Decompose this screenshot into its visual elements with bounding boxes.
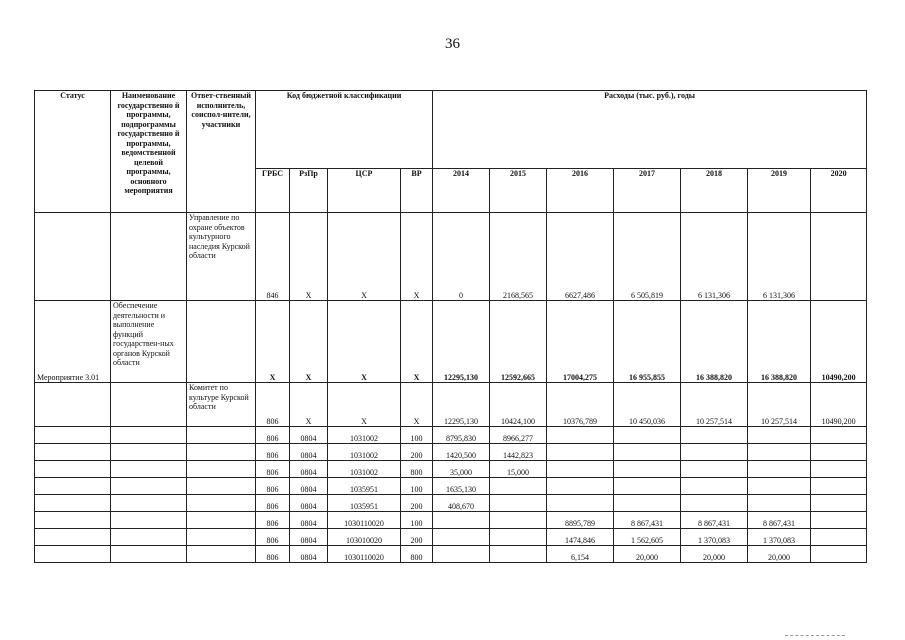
expense-cell-2018 (681, 478, 748, 495)
expense-cell-2018: 8 867,431 (681, 512, 748, 529)
expense-cell-2020 (811, 461, 867, 478)
expense-cell-2017: 1 562,605 (614, 529, 681, 546)
csr-cell: 1031002 (328, 427, 401, 444)
header-executor: Ответ-ственный исполнитель, соиспол-нители, участники (187, 91, 256, 213)
table-row (35, 461, 867, 478)
header-year-2015: 2015 (490, 169, 547, 213)
executor-cell (187, 478, 256, 495)
expense-cell-2014 (433, 546, 490, 563)
program-name-cell (111, 444, 187, 461)
csr-cell: 1035951 (328, 478, 401, 495)
header-year-2017: 2017 (614, 169, 681, 213)
budget-table (34, 90, 867, 563)
rzpr-cell: Х (290, 213, 328, 301)
grbs-cell: 806 (256, 495, 290, 512)
table-row (35, 383, 867, 427)
expense-cell-2018 (681, 495, 748, 512)
expense-cell-2019: 20,000 (748, 546, 811, 563)
expense-cell-2014: 1635,130 (433, 478, 490, 495)
expense-cell-2014: 1420,500 (433, 444, 490, 461)
grbs-cell: Х (256, 301, 290, 383)
executor-cell: Управление по охране объектов культурного наследия Курской области (187, 213, 256, 301)
header-grbs: ГРБС (256, 169, 290, 213)
expense-cell-2019 (748, 478, 811, 495)
expense-cell-2020 (811, 213, 867, 301)
csr-cell: 103010020 (328, 529, 401, 546)
table-row (35, 301, 867, 383)
csr-cell: 1035951 (328, 495, 401, 512)
page-number: 36 (445, 36, 460, 52)
program-name-cell (111, 495, 187, 512)
header-rzpr: РзПр (290, 169, 328, 213)
program-name-cell (111, 478, 187, 495)
expense-cell-2018 (681, 461, 748, 478)
expense-cell-2016 (547, 495, 614, 512)
expense-cell-2015 (490, 495, 547, 512)
csr-cell: 1030110020 (328, 512, 401, 529)
expense-cell-2018 (681, 427, 748, 444)
executor-cell (187, 546, 256, 563)
expense-cell-2016: 10376,789 (547, 383, 614, 427)
table-row (35, 495, 867, 512)
rzpr-cell: 0804 (290, 461, 328, 478)
status-cell (35, 461, 111, 478)
expense-cell-2020: 10490,200 (811, 383, 867, 427)
expense-cell-2016: 1474,846 (547, 529, 614, 546)
csr-cell: Х (328, 383, 401, 427)
expense-cell-2020 (811, 546, 867, 563)
csr-cell: 1031002 (328, 461, 401, 478)
expense-cell-2017 (614, 478, 681, 495)
program-name-cell (111, 512, 187, 529)
program-name-cell (111, 383, 187, 427)
rzpr-cell: 0804 (290, 529, 328, 546)
header-vr: ВР (401, 169, 433, 213)
header-expenses: Расходы (тыс. руб.), годы (433, 91, 867, 169)
expense-cell-2017: 8 867,431 (614, 512, 681, 529)
expense-cell-2019 (748, 461, 811, 478)
rzpr-cell: 0804 (290, 512, 328, 529)
expense-cell-2017 (614, 427, 681, 444)
expense-cell-2017: 20,000 (614, 546, 681, 563)
expense-cell-2018: 6 131,306 (681, 213, 748, 301)
executor-cell (187, 529, 256, 546)
expense-cell-2016 (547, 427, 614, 444)
status-cell (35, 427, 111, 444)
expense-cell-2018 (681, 444, 748, 461)
table-row (35, 529, 867, 546)
csr-cell: Х (328, 301, 401, 383)
header-status: Статус (35, 91, 111, 213)
executor-cell: Комитет по культуре Курской области (187, 383, 256, 427)
rzpr-cell: 0804 (290, 478, 328, 495)
csr-cell: 1030110020 (328, 546, 401, 563)
expense-cell-2014: 12295,130 (433, 301, 490, 383)
vr-cell: Х (401, 301, 433, 383)
expense-cell-2020 (811, 444, 867, 461)
expense-cell-2014: 408,670 (433, 495, 490, 512)
expense-cell-2017: 16 955,855 (614, 301, 681, 383)
program-name-cell (111, 213, 187, 301)
header-csr: ЦСР (328, 169, 401, 213)
grbs-cell: 806 (256, 444, 290, 461)
expense-cell-2015: 10424,100 (490, 383, 547, 427)
grbs-cell: 806 (256, 529, 290, 546)
table-row (35, 213, 867, 301)
program-name-cell (111, 461, 187, 478)
scan-mark (785, 635, 845, 636)
rzpr-cell: Х (290, 301, 328, 383)
grbs-cell: 806 (256, 383, 290, 427)
expense-cell-2015 (490, 546, 547, 563)
expense-cell-2016 (547, 444, 614, 461)
vr-cell: 100 (401, 427, 433, 444)
expense-cell-2014 (433, 512, 490, 529)
expense-cell-2020 (811, 529, 867, 546)
expense-cell-2015: 1442,823 (490, 444, 547, 461)
expense-cell-2015: 8966,277 (490, 427, 547, 444)
expense-cell-2017 (614, 444, 681, 461)
expense-cell-2017: 10 450,036 (614, 383, 681, 427)
table-row (35, 546, 867, 563)
vr-cell: 800 (401, 461, 433, 478)
executor-cell (187, 461, 256, 478)
expense-cell-2019 (748, 444, 811, 461)
expense-cell-2015: 15,000 (490, 461, 547, 478)
expense-cell-2014: 12295,130 (433, 383, 490, 427)
expense-cell-2020: 10490,200 (811, 301, 867, 383)
grbs-cell: 806 (256, 546, 290, 563)
expense-cell-2018: 20,000 (681, 546, 748, 563)
table-row (35, 512, 867, 529)
executor-cell (187, 495, 256, 512)
table-row (35, 427, 867, 444)
rzpr-cell: 0804 (290, 495, 328, 512)
header-budget-code: Код бюджетной классификации (256, 91, 433, 169)
vr-cell: Х (401, 213, 433, 301)
grbs-cell: 806 (256, 461, 290, 478)
vr-cell: 200 (401, 444, 433, 461)
header-year-2016: 2016 (547, 169, 614, 213)
grbs-cell: 806 (256, 427, 290, 444)
expense-cell-2019 (748, 495, 811, 512)
expense-cell-2016: 6,154 (547, 546, 614, 563)
executor-cell (187, 427, 256, 444)
vr-cell: Х (401, 383, 433, 427)
expense-cell-2015 (490, 529, 547, 546)
expense-cell-2017: 6 505,819 (614, 213, 681, 301)
expense-cell-2019: 16 388,820 (748, 301, 811, 383)
status-cell (35, 383, 111, 427)
status-cell (35, 529, 111, 546)
expense-cell-2018: 16 388,820 (681, 301, 748, 383)
expense-cell-2014: 35,000 (433, 461, 490, 478)
expense-cell-2018: 1 370,083 (681, 529, 748, 546)
csr-cell: 1031002 (328, 444, 401, 461)
expense-cell-2015: 2168,565 (490, 213, 547, 301)
expense-cell-2018: 10 257,514 (681, 383, 748, 427)
executor-cell (187, 301, 256, 383)
vr-cell: 100 (401, 478, 433, 495)
csr-cell: Х (328, 213, 401, 301)
vr-cell: 200 (401, 529, 433, 546)
budget-table-body (35, 213, 867, 563)
expense-cell-2014: 8795,830 (433, 427, 490, 444)
expense-cell-2016: 17004,275 (547, 301, 614, 383)
header-program-name: Наименование государственно й программы, подпрограммы государственно й программы, ведомственной целевой программы, основного мероприятия (111, 91, 187, 213)
grbs-cell: 806 (256, 512, 290, 529)
executor-cell (187, 444, 256, 461)
expense-cell-2015: 12592,665 (490, 301, 547, 383)
expense-cell-2017 (614, 461, 681, 478)
expense-cell-2016 (547, 478, 614, 495)
table-row (35, 478, 867, 495)
program-name-cell (111, 529, 187, 546)
expense-cell-2019 (748, 427, 811, 444)
rzpr-cell: 0804 (290, 444, 328, 461)
status-cell (35, 444, 111, 461)
rzpr-cell: 0804 (290, 546, 328, 563)
program-name-cell: Обеспечение деятельности и выполнение функций государствен-ных органов Курской области (111, 301, 187, 383)
expense-cell-2019: 8 867,431 (748, 512, 811, 529)
expense-cell-2016: 8895,789 (547, 512, 614, 529)
table-row (35, 444, 867, 461)
program-name-cell (111, 546, 187, 563)
expense-cell-2019: 1 370,083 (748, 529, 811, 546)
header-year-2019: 2019 (748, 169, 811, 213)
header-year-2018: 2018 (681, 169, 748, 213)
expense-cell-2015 (490, 512, 547, 529)
expense-cell-2020 (811, 495, 867, 512)
expense-cell-2020 (811, 478, 867, 495)
expense-cell-2016: 6627,486 (547, 213, 614, 301)
vr-cell: 100 (401, 512, 433, 529)
expense-cell-2019: 10 257,514 (748, 383, 811, 427)
header-year-2020: 2020 (811, 169, 867, 213)
expense-cell-2017 (614, 495, 681, 512)
vr-cell: 200 (401, 495, 433, 512)
status-cell (35, 512, 111, 529)
rzpr-cell: 0804 (290, 427, 328, 444)
program-name-cell (111, 427, 187, 444)
status-cell (35, 213, 111, 301)
header-year-2014: 2014 (433, 169, 490, 213)
expense-cell-2014 (433, 529, 490, 546)
status-cell (35, 546, 111, 563)
vr-cell: 800 (401, 546, 433, 563)
expense-cell-2014: 0 (433, 213, 490, 301)
grbs-cell: 846 (256, 213, 290, 301)
expense-cell-2020 (811, 512, 867, 529)
rzpr-cell: Х (290, 383, 328, 427)
expense-cell-2015 (490, 478, 547, 495)
expense-cell-2020 (811, 427, 867, 444)
status-cell (35, 478, 111, 495)
status-cell (35, 495, 111, 512)
expense-cell-2016 (547, 461, 614, 478)
executor-cell (187, 512, 256, 529)
expense-cell-2019: 6 131,306 (748, 213, 811, 301)
grbs-cell: 806 (256, 478, 290, 495)
status-cell: Мероприятие 3.01 (35, 301, 111, 383)
